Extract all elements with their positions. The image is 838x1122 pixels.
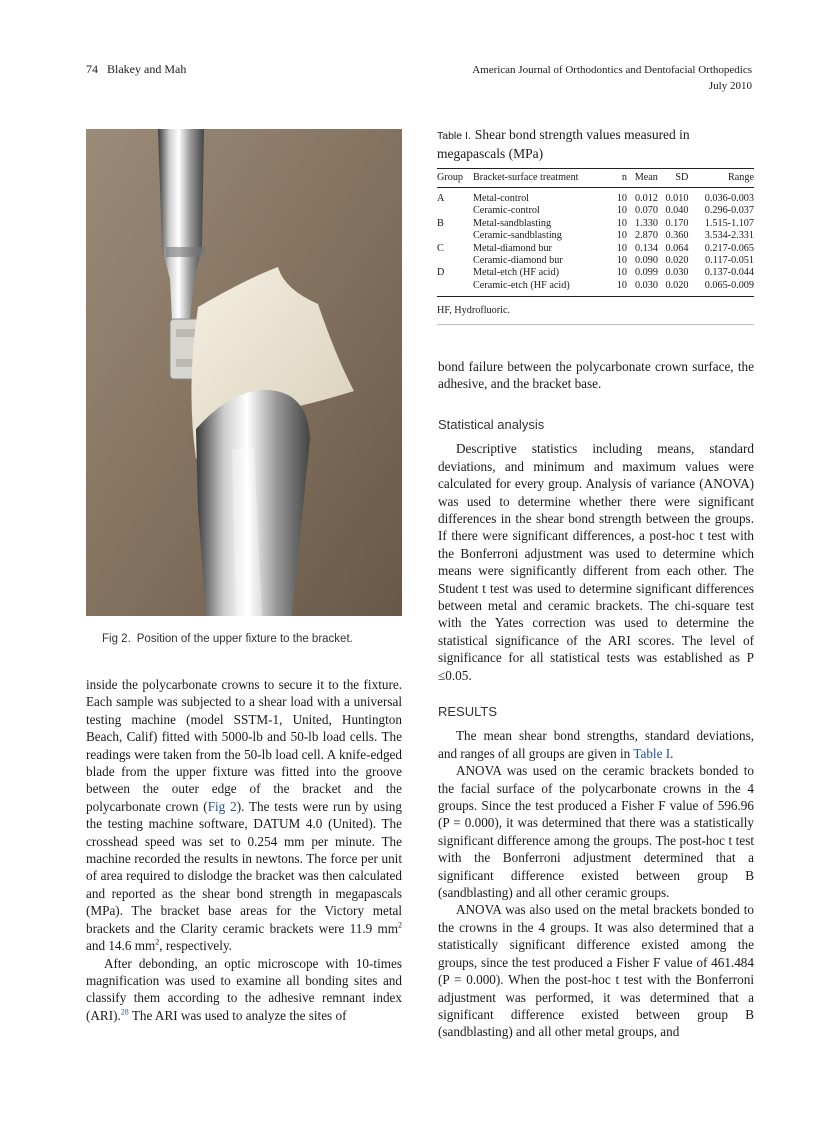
cell-range: 3.534-2.331 bbox=[704, 230, 754, 242]
results-section bbox=[438, 703, 754, 1041]
text-run: ). The tests were run by using the testing machine software, DATUM 4.0 (United). The crosshead speed was set to 0.254 mm per minute. The machine recorded the results in newtons. The force per unit of area required to dislodge the bracket was then calculated and reported as the shear bond strength in megapascals (MPa). The bracket base areas for the Victory metal brackets and the Clarity ceramic brackets were 11.9 mm bbox=[86, 798, 402, 936]
cell-n: 10 bbox=[616, 267, 628, 279]
cell-n: 10 bbox=[616, 217, 628, 229]
cell-group: D bbox=[437, 267, 445, 279]
table-reference-link[interactable]: Table I bbox=[633, 745, 671, 761]
cell-sd: 0.030 bbox=[665, 267, 689, 279]
text-run: and 14.6 mm bbox=[86, 938, 156, 954]
col-header-range: Range bbox=[727, 172, 754, 183]
cell-treatment: Metal-etch (HF acid) bbox=[473, 267, 559, 279]
cell-sd: 0.040 bbox=[665, 205, 689, 217]
paragraph bbox=[86, 676, 402, 955]
cell-range: 0.217-0.065 bbox=[704, 242, 754, 254]
table-row bbox=[437, 188, 754, 206]
statistical-analysis-section bbox=[438, 416, 754, 684]
cell-group: C bbox=[437, 242, 444, 254]
cell-treatment: Metal-diamond bur bbox=[473, 242, 552, 254]
paragraph bbox=[438, 727, 754, 762]
paragraph: bond failure between the polycarbonate crown surface, the adhesive, and the bracket base. bbox=[438, 359, 754, 392]
table-label: Table I. bbox=[437, 130, 471, 142]
cell-range: 1.515-1.107 bbox=[704, 217, 754, 229]
cell-treatment: Metal-sandblasting bbox=[473, 217, 552, 229]
cell-mean: 0.012 bbox=[634, 193, 658, 204]
cell-mean: 0.090 bbox=[634, 255, 658, 267]
cell-group bbox=[437, 205, 473, 217]
cell-mean: 0.134 bbox=[634, 242, 658, 254]
table-row bbox=[437, 280, 754, 297]
text-run: After debonding, an optic microscope with 10-times magnification was used to examine all bonding sites and classify them according to the adhesive remnant index (ARI). bbox=[86, 955, 402, 1023]
cell-group bbox=[437, 280, 473, 297]
cell-range: 0.036-0.003 bbox=[704, 193, 754, 204]
cell-group bbox=[437, 230, 473, 242]
section-heading: Statistical analysis bbox=[438, 417, 545, 432]
cell-n: 10 bbox=[616, 255, 628, 267]
cell-mean: 1.330 bbox=[634, 217, 658, 229]
cell-mean: 0.099 bbox=[634, 267, 658, 279]
text-run: inside the polycarbonate crowns to secure it to the fixture. Each sample was subjected to a shear load with a universal testing machine (model SSTM-1, United, Huntington Beach, Calif) fitted with 5000-lb and 50-lb load cells. The readings were taken from the 50-lb load cell. A knife-edged blade from the upper fixture was fitted into the groove between the outer edge of the bracket and the polycarbonate crown ( bbox=[86, 677, 402, 814]
table-block bbox=[437, 126, 754, 325]
running-authors: Blakey and Mah bbox=[107, 62, 187, 76]
cell-sd: 0.360 bbox=[665, 230, 689, 242]
cell-sd: 0.020 bbox=[665, 279, 689, 291]
running-header-right bbox=[472, 62, 752, 94]
cell-range: 0.296-0.037 bbox=[704, 205, 754, 217]
cell-mean: 2.870 bbox=[634, 230, 658, 242]
cell-sd: 0.170 bbox=[665, 217, 689, 229]
table-row bbox=[437, 243, 754, 255]
cell-treatment: Metal-control bbox=[473, 193, 530, 204]
running-header-left bbox=[86, 62, 186, 77]
paragraph: Descriptive statistics including means, standard deviations, and minimum and maximum values were calculated for every group. Analysis of variance (ANOVA) was used to determine whether there were significant differences in the shear bond strength between the groups. If there were significant differences, a post-hoc t test with the Bonferroni adjustment was used to determine which means were significantly different from each other. The Student t test was used to determine significant differences between metal and ceramic brackets. The chi-square test with the Yates correction was used to determine the statistical significance of the ARI scores. The level of significance for all statistical tests was established as P ≤0.05. bbox=[438, 441, 754, 683]
figure-reference-link[interactable]: Fig 2 bbox=[207, 798, 237, 814]
table-row bbox=[437, 267, 754, 279]
cell-n: 10 bbox=[616, 205, 628, 217]
text-run: The mean shear bond strengths, standard deviations, and ranges of all groups are given in bbox=[438, 728, 754, 761]
table-row bbox=[437, 218, 754, 230]
journal-name: American Journal of Orthodontics and Dentofacial Orthopedics bbox=[472, 64, 752, 76]
col-header-group: Group bbox=[437, 172, 464, 183]
text-run: The ARI was used to analyze the sites of bbox=[128, 1007, 347, 1023]
table-row bbox=[437, 255, 754, 267]
cell-range: 0.065-0.009 bbox=[704, 279, 754, 291]
col-header-treatment: Bracket-surface treatment bbox=[473, 172, 579, 183]
cell-treatment: Ceramic-etch (HF acid) bbox=[473, 279, 570, 291]
paragraph bbox=[86, 955, 402, 1025]
figure-caption bbox=[102, 633, 353, 645]
page-number: 74 bbox=[86, 62, 98, 76]
citation-link[interactable]: 28 bbox=[120, 1007, 129, 1017]
table-header-row bbox=[437, 169, 754, 188]
cell-sd: 0.064 bbox=[665, 242, 689, 254]
cell-treatment: Ceramic-sandblasting bbox=[473, 230, 562, 242]
figure-photo bbox=[86, 129, 402, 616]
superscript: 2 bbox=[398, 920, 402, 930]
cell-group: B bbox=[437, 217, 444, 229]
issue-date: July 2010 bbox=[708, 80, 752, 92]
text-run: , respectively. bbox=[159, 938, 232, 954]
right-column-intro bbox=[438, 358, 754, 393]
section-heading: RESULTS bbox=[438, 704, 497, 719]
table-title-text: Shear bond strength values measured in megapascals (MPa) bbox=[437, 127, 690, 161]
table-bottom-rule bbox=[437, 324, 754, 325]
figure-caption-text: Position of the upper fixture to the bracket. bbox=[136, 633, 353, 645]
paragraph: ANOVA was also used on the metal brackets bonded to the crowns in the 4 groups. It was also determined that a statistically significant difference existed among the groups, since the test produced a Fisher F value of 461.484 (P = 0.000). When the post-hoc t test with the Bonferroni adjustment was performed, it was determined that a significant difference existed between group B (sandblasting) and all other metal groups, and bbox=[438, 902, 754, 1040]
superscript: 2 bbox=[155, 937, 160, 947]
cell-n: 10 bbox=[616, 279, 628, 291]
cell-range: 0.137-0.044 bbox=[704, 267, 754, 279]
table-title bbox=[437, 126, 754, 163]
table-row bbox=[437, 230, 754, 242]
col-header-sd: SD bbox=[675, 172, 689, 183]
cell-n: 10 bbox=[616, 230, 628, 242]
cell-group: A bbox=[437, 193, 445, 204]
cell-n: 10 bbox=[616, 193, 628, 204]
cell-range: 0.117-0.051 bbox=[705, 255, 754, 267]
shear-bond-table bbox=[437, 168, 754, 297]
cell-mean: 0.070 bbox=[634, 205, 658, 217]
table-footnote: HF, Hydrofluoric. bbox=[437, 305, 511, 317]
paragraph: ANOVA was used on the ceramic brackets bonded to the facial surface of the polycarbonate crowns in the 4 groups. Since the test produced a Fisher F value of 596.96 (P = 0.000), it was determined that there was a statistically significant difference among the groups. The post-hoc t test with the Bonferroni adjustment determined that a significant difference existed between group B (sandblasting) and all other ceramic groups. bbox=[438, 763, 754, 901]
cell-group bbox=[437, 255, 473, 267]
figure-label: Fig 2. bbox=[102, 633, 131, 645]
left-column-text bbox=[86, 676, 402, 1024]
cell-sd: 0.020 bbox=[665, 255, 689, 267]
cell-treatment: Ceramic-control bbox=[473, 205, 540, 217]
table-row bbox=[437, 205, 754, 217]
col-header-mean: Mean bbox=[634, 172, 658, 183]
cell-n: 10 bbox=[616, 242, 628, 254]
cell-treatment: Ceramic-diamond bur bbox=[473, 255, 563, 267]
cell-sd: 0.010 bbox=[665, 193, 689, 204]
text-run: . bbox=[670, 745, 674, 761]
cell-mean: 0.030 bbox=[634, 279, 658, 291]
col-header-n: n bbox=[621, 172, 628, 183]
